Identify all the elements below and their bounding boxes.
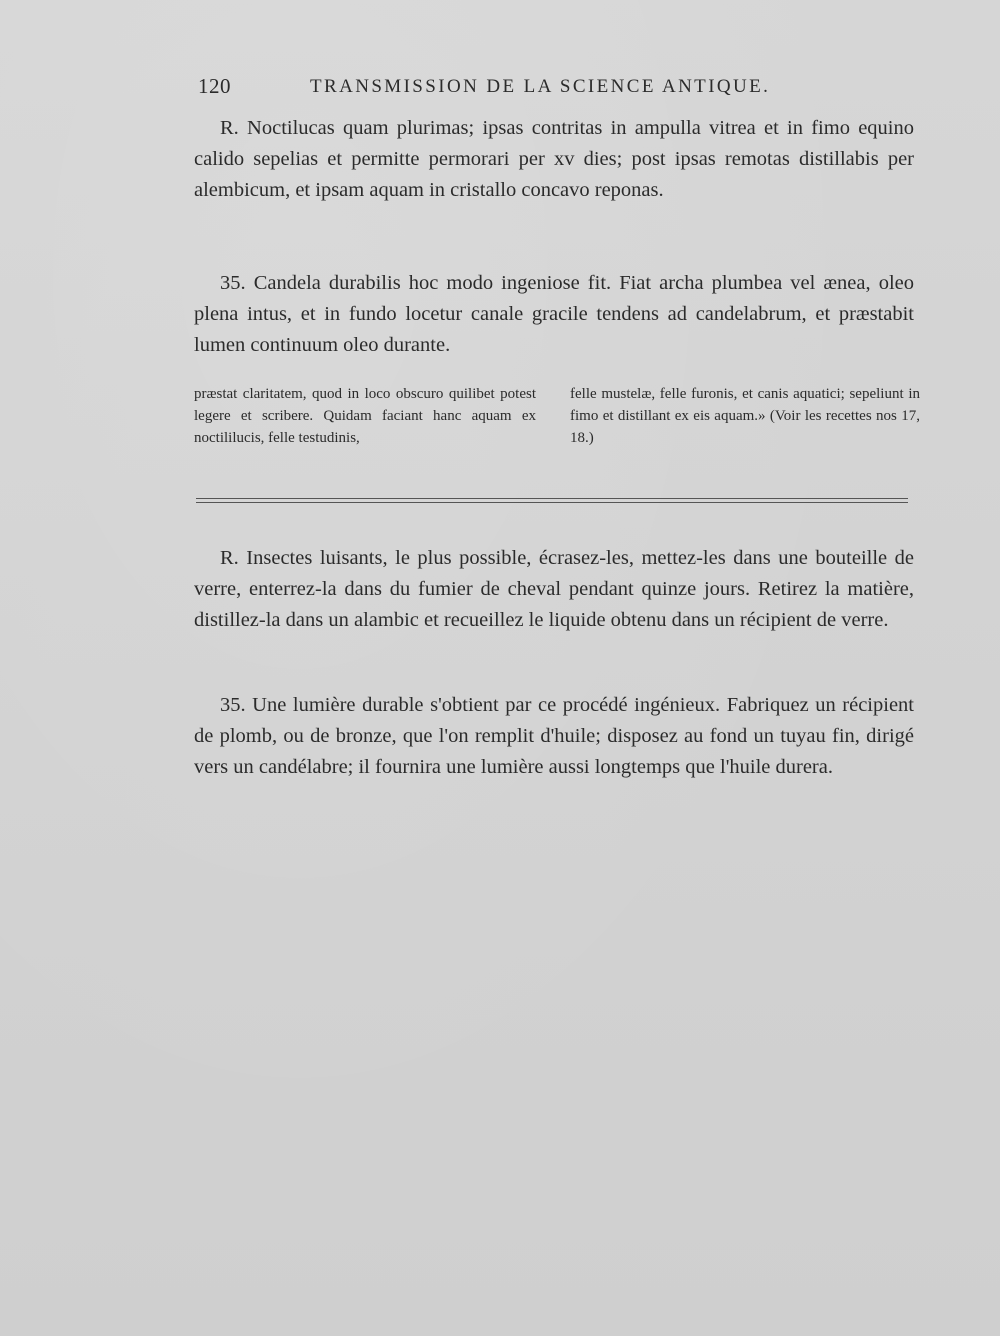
page-header: [198, 70, 898, 106]
french-recipe-r: R. Insectes luisants, le plus possible, écrasez-les, mettez-les dans une bouteille de verre, enterrez-la dans du fumier de cheval pendant quinze jours. Retirez la matière, distillez-la dans un alambic et recueillez le liquide obtenu dans un récipient de verre.: [194, 547, 914, 631]
page-number: 120: [198, 74, 231, 98]
latin-recipe-35: 35. Candela durabilis hoc modo ingeniose fit. Fiat archa plumbea vel ænea, oleo plena intus, et in fundo locetur canale gracile tendens ad candelabrum, et præstabit lumen continuum oleo durante.: [194, 272, 914, 356]
footnote-left-column: præstat claritatem, quod in loco obscuro quilibet potest legere et scribere. Quidam faciant hanc aquam ex noctililucis, felle testudinis,: [194, 386, 536, 446]
footnote-right-column: felle mustelæ, felle furonis, et canis aquatici; sepeliunt in fimo et distillant ex eis aquam.» (Voir les recettes nos 17, 18.): [570, 386, 920, 446]
section-divider: [196, 498, 908, 503]
french-recipe-35: 35. Une lumière durable s'obtient par ce procédé ingénieux. Fabriquez un récipient de plomb, ou de bronze, que l'on remplit d'huile; disposez au fond un tuyau fin, dirigé vers un candélabre; il fournira une lumière aussi longtemps que l'huile durera.: [194, 694, 914, 778]
running-title: TRANSMISSION DE LA SCIENCE ANTIQUE.: [310, 76, 771, 97]
footnotes: [194, 383, 922, 463]
latin-recipe-r: R. Noctilucas quam plurimas; ipsas contritas in ampulla vitrea et in fimo equino calido sepelias et permitte permorari per xv dies; post ipsas remotas distillabis per alembicum, et ipsam aquam in cristallo concavo reponas.: [194, 117, 914, 201]
